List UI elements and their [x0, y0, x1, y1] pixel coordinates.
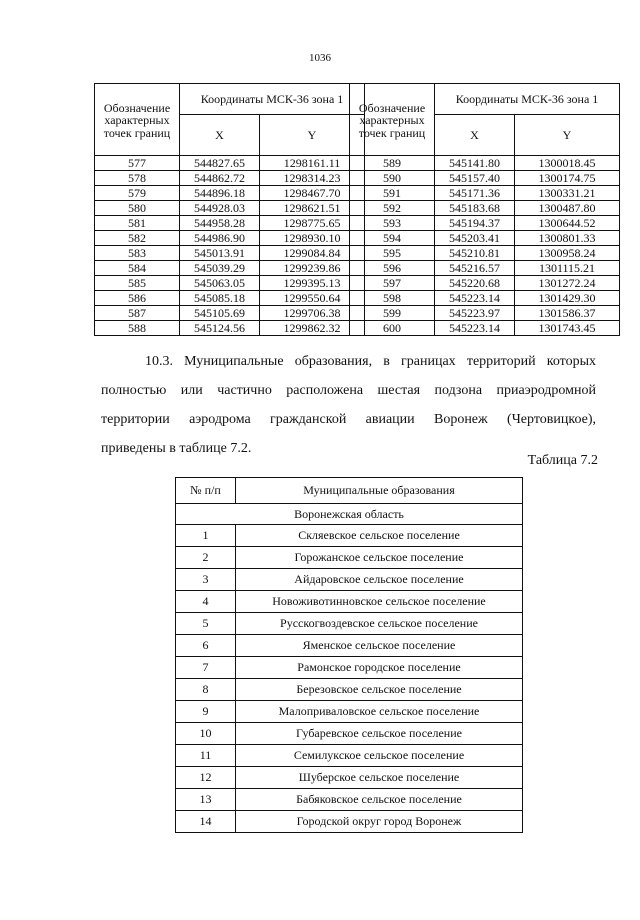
- row-number-cell: 9: [176, 701, 236, 723]
- x-cell: 545063.05: [180, 276, 260, 291]
- x-cell: 545223.97: [435, 306, 515, 321]
- x-cell: 545210.81: [435, 246, 515, 261]
- table-row: [95, 231, 365, 246]
- y-cell: 1299395.13: [260, 276, 365, 291]
- point-code-cell: 595: [350, 246, 435, 261]
- y-cell: 1299706.38: [260, 306, 365, 321]
- table-caption: Таблица 7.2: [527, 453, 598, 468]
- table-row: [95, 261, 365, 276]
- x-cell: 545183.68: [435, 201, 515, 216]
- y-cell: 1299862.32: [260, 321, 365, 336]
- municipality-name-cell: Малоприваловское сельское поселение: [236, 701, 523, 723]
- table-row: [176, 613, 523, 635]
- x-cell: 545223.14: [435, 321, 515, 336]
- row-number-cell: 7: [176, 657, 236, 679]
- header-municipality: Муниципальные образования: [236, 478, 523, 504]
- row-number-cell: 10: [176, 723, 236, 745]
- point-code-cell: 597: [350, 276, 435, 291]
- municipality-name-cell: Шуберское сельское поселение: [236, 767, 523, 789]
- header-coordinate-system: Координаты МСК-36 зона 1: [435, 84, 620, 115]
- row-number-cell: 2: [176, 547, 236, 569]
- x-cell: 545157.40: [435, 171, 515, 186]
- paragraph-line: полностью или частично расположена шестая подзона приаэродромной: [101, 383, 596, 398]
- header-coordinate-system: Координаты МСК-36 зона 1: [180, 84, 365, 115]
- table-row: [95, 171, 365, 186]
- row-number-cell: 5: [176, 613, 236, 635]
- row-number-cell: 13: [176, 789, 236, 811]
- point-code-cell: 594: [350, 231, 435, 246]
- municipality-name-cell: Яменское сельское поселение: [236, 635, 523, 657]
- y-cell: 1301586.37: [515, 306, 620, 321]
- x-cell: 545171.36: [435, 186, 515, 201]
- table-row: [95, 306, 365, 321]
- y-cell: 1300018.45: [515, 156, 620, 171]
- point-code-cell: 593: [350, 216, 435, 231]
- y-cell: 1298314.23: [260, 171, 365, 186]
- table-row: [176, 525, 523, 547]
- y-cell: 1301429.30: [515, 291, 620, 306]
- x-cell: 544986.90: [180, 231, 260, 246]
- y-cell: 1300644.52: [515, 216, 620, 231]
- point-code-cell: 581: [95, 216, 180, 231]
- point-code-cell: 586: [95, 291, 180, 306]
- point-code-cell: 596: [350, 261, 435, 276]
- x-cell: 545223.14: [435, 291, 515, 306]
- table-row: [350, 231, 620, 246]
- municipality-name-cell: Новоживотинновское сельское поселение: [236, 591, 523, 613]
- x-cell: 545194.37: [435, 216, 515, 231]
- point-code-cell: 589: [350, 156, 435, 171]
- row-number-cell: 14: [176, 811, 236, 833]
- x-cell: 545220.68: [435, 276, 515, 291]
- y-cell: 1298621.51: [260, 201, 365, 216]
- table-row: [176, 569, 523, 591]
- paragraph-line: приведены в таблице 7.2.: [101, 441, 252, 456]
- point-code-cell: 583: [95, 246, 180, 261]
- y-cell: 1298161.11: [260, 156, 365, 171]
- municipality-name-cell: Айдаровское сельское поселение: [236, 569, 523, 591]
- x-cell: 544958.28: [180, 216, 260, 231]
- table-row: [95, 291, 365, 306]
- header-x: X: [435, 115, 515, 156]
- row-number-cell: 6: [176, 635, 236, 657]
- point-code-cell: 584: [95, 261, 180, 276]
- y-cell: 1299550.64: [260, 291, 365, 306]
- header-x: X: [180, 115, 260, 156]
- municipality-name-cell: Семилукское сельское поселение: [236, 745, 523, 767]
- table-row: [95, 276, 365, 291]
- table-row: [350, 186, 620, 201]
- row-number-cell: 4: [176, 591, 236, 613]
- municipality-name-cell: Березовское сельское поселение: [236, 679, 523, 701]
- y-cell: 1298467.70: [260, 186, 365, 201]
- table-row: [350, 156, 620, 171]
- table-row: [350, 261, 620, 276]
- table-row: [176, 701, 523, 723]
- y-cell: 1300174.75: [515, 171, 620, 186]
- point-code-cell: 579: [95, 186, 180, 201]
- y-cell: 1301272.24: [515, 276, 620, 291]
- municipality-name-cell: Горожанское сельское поселение: [236, 547, 523, 569]
- y-cell: 1298930.10: [260, 231, 365, 246]
- header-y: Y: [515, 115, 620, 156]
- x-cell: 545039.29: [180, 261, 260, 276]
- paragraph-10-3: [101, 347, 596, 463]
- municipalities-table: [175, 477, 523, 833]
- table-row: [176, 767, 523, 789]
- y-cell: 1300487.80: [515, 201, 620, 216]
- table-row: [95, 156, 365, 171]
- x-cell: 544827.65: [180, 156, 260, 171]
- municipality-name-cell: Рамонское городское поселение: [236, 657, 523, 679]
- point-code-cell: 600: [350, 321, 435, 336]
- table-row: [350, 306, 620, 321]
- x-cell: 544928.03: [180, 201, 260, 216]
- table-row: [350, 201, 620, 216]
- y-cell: 1300331.21: [515, 186, 620, 201]
- municipality-name-cell: Бабяковское сельское поселение: [236, 789, 523, 811]
- coordinates-table-left: [94, 83, 365, 336]
- table-row: [95, 186, 365, 201]
- point-code-cell: 578: [95, 171, 180, 186]
- group-row-region: Воронежская область: [176, 504, 523, 525]
- page-number: 1036: [309, 52, 331, 64]
- x-cell: 544862.72: [180, 171, 260, 186]
- row-number-cell: 11: [176, 745, 236, 767]
- x-cell: 545216.57: [435, 261, 515, 276]
- x-cell: 545124.56: [180, 321, 260, 336]
- municipality-name-cell: Городской округ город Воронеж: [236, 811, 523, 833]
- point-code-cell: 587: [95, 306, 180, 321]
- row-number-cell: 8: [176, 679, 236, 701]
- header-number: № п/п: [176, 478, 236, 504]
- table-row: [350, 246, 620, 261]
- table-row: [176, 811, 523, 833]
- row-number-cell: 3: [176, 569, 236, 591]
- table-row: [95, 216, 365, 231]
- table-row: [95, 321, 365, 336]
- y-cell: 1300958.24: [515, 246, 620, 261]
- row-number-cell: 12: [176, 767, 236, 789]
- table-row: [350, 216, 620, 231]
- coordinates-table-right: [349, 83, 620, 336]
- table-row: [95, 201, 365, 216]
- table-row: [95, 246, 365, 261]
- point-code-cell: 592: [350, 201, 435, 216]
- point-code-cell: 599: [350, 306, 435, 321]
- table-row: [176, 789, 523, 811]
- municipality-name-cell: Русскогвоздевское сельское поселение: [236, 613, 523, 635]
- y-cell: 1298775.65: [260, 216, 365, 231]
- table-row: [176, 679, 523, 701]
- x-cell: 545105.69: [180, 306, 260, 321]
- point-code-cell: 590: [350, 171, 435, 186]
- table-row: [176, 723, 523, 745]
- y-cell: 1299084.84: [260, 246, 365, 261]
- point-code-cell: 582: [95, 231, 180, 246]
- point-code-cell: 580: [95, 201, 180, 216]
- point-code-cell: 591: [350, 186, 435, 201]
- table-row: [176, 547, 523, 569]
- paragraph-line: 10.3. Муниципальные образования, в границах территорий которых: [145, 354, 596, 369]
- table-row: [350, 276, 620, 291]
- y-cell: 1300801.33: [515, 231, 620, 246]
- x-cell: 545085.18: [180, 291, 260, 306]
- table-row: [176, 635, 523, 657]
- municipality-name-cell: Скляевское сельское поселение: [236, 525, 523, 547]
- table-row: [350, 321, 620, 336]
- point-code-cell: 588: [95, 321, 180, 336]
- x-cell: 545203.41: [435, 231, 515, 246]
- paragraph-line: территории аэродрома гражданской авиации Воронеж (Чертовицкое),: [101, 412, 596, 427]
- header-y: Y: [260, 115, 365, 156]
- municipality-name-cell: Губаревское сельское поселение: [236, 723, 523, 745]
- y-cell: 1301115.21: [515, 261, 620, 276]
- table-row: [176, 591, 523, 613]
- point-code-cell: 577: [95, 156, 180, 171]
- header-point-code: Обозначение характерных точек границ: [350, 84, 435, 156]
- table-row: [350, 171, 620, 186]
- point-code-cell: 598: [350, 291, 435, 306]
- y-cell: 1299239.86: [260, 261, 365, 276]
- header-point-code: Обозначение характерных точек границ: [95, 84, 180, 156]
- row-number-cell: 1: [176, 525, 236, 547]
- y-cell: 1301743.45: [515, 321, 620, 336]
- table-row: [176, 745, 523, 767]
- x-cell: 545141.80: [435, 156, 515, 171]
- x-cell: 545013.91: [180, 246, 260, 261]
- x-cell: 544896.18: [180, 186, 260, 201]
- table-row: [350, 291, 620, 306]
- point-code-cell: 585: [95, 276, 180, 291]
- table-row: [176, 657, 523, 679]
